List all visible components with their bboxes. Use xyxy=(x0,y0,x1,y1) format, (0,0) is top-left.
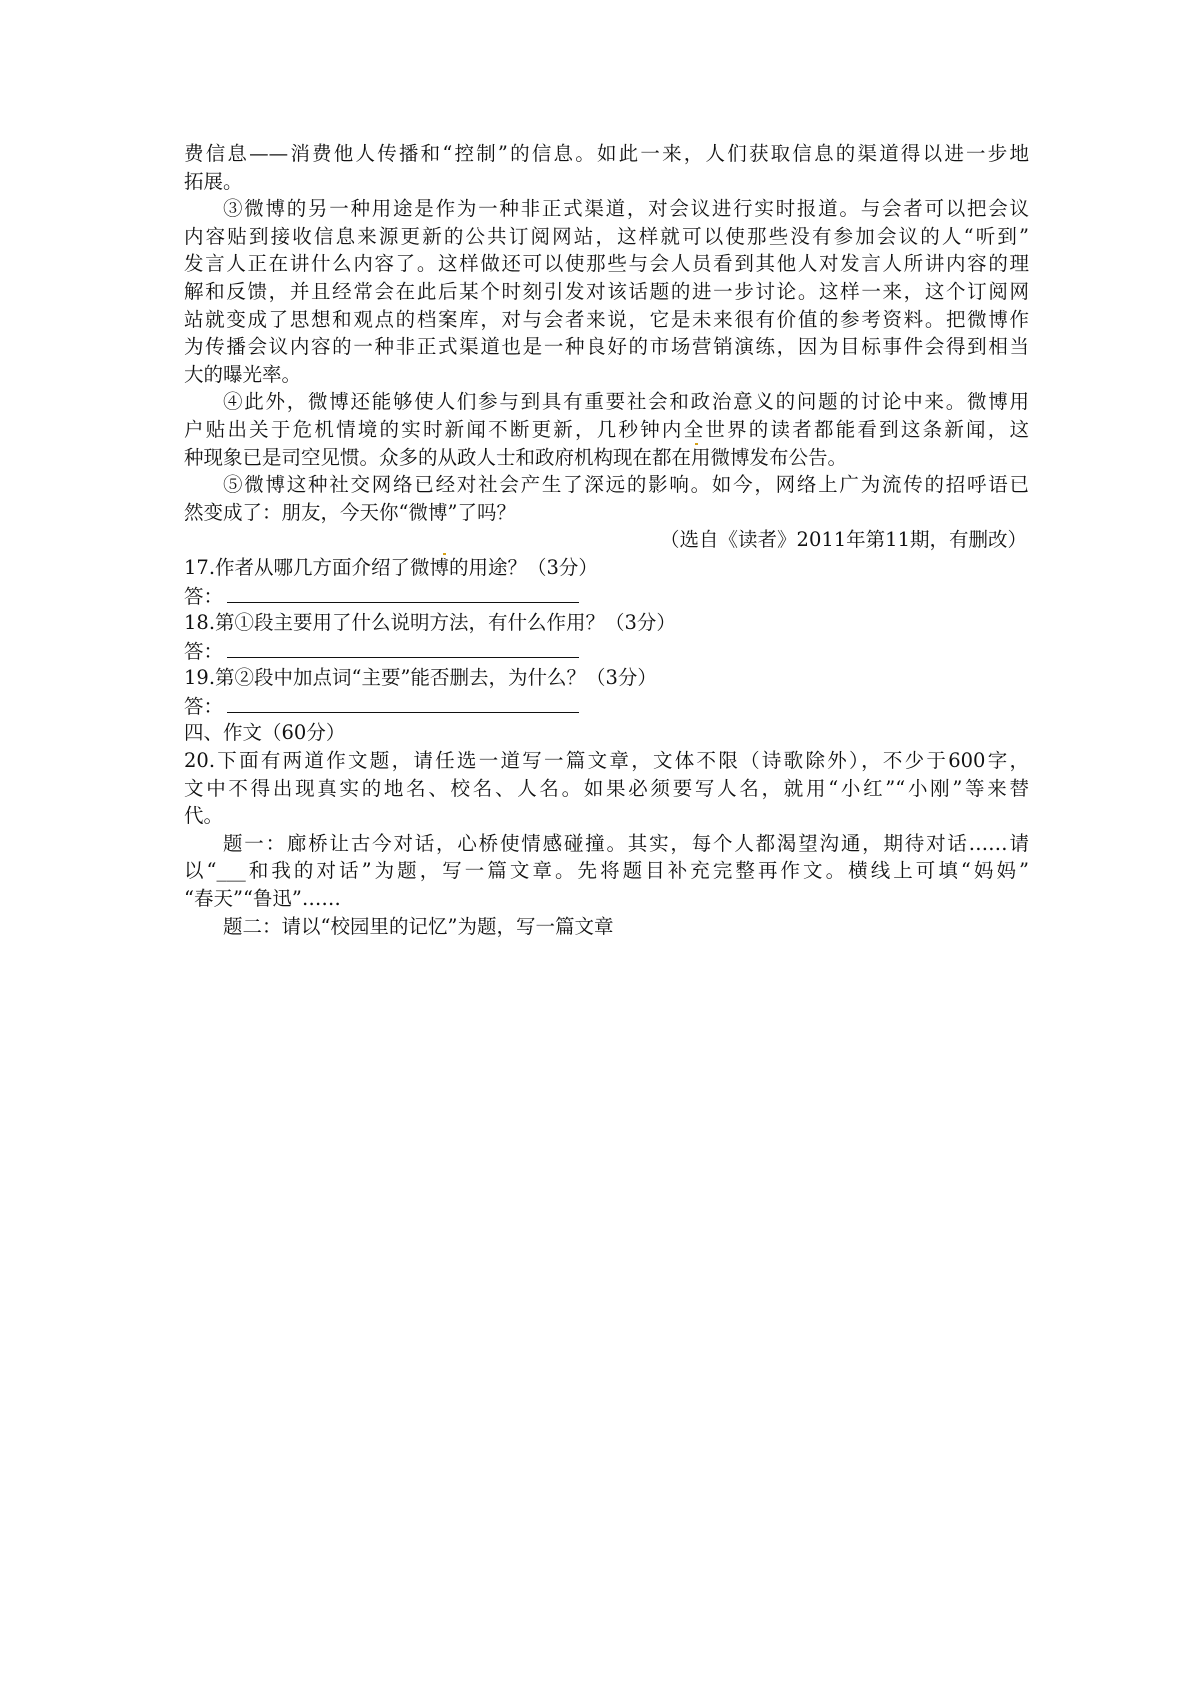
paragraph-4 xyxy=(184,388,1029,471)
text-line: 解和反馈，并且经常会在此后某个时刻引发对该话题的进一步讨论。这样一来，这个订阅网 xyxy=(184,279,1029,303)
question-18 xyxy=(184,609,1029,664)
essay-topic-2: 题二：请以“校园里的记忆”为题，写一篇文章 xyxy=(223,914,614,938)
question-text: 19.第②段中加点词“主要”能否删去，为什么？（3分） xyxy=(184,666,657,690)
text-line: 以“___和我的对话”为题，写一篇文章。先将题目补充完整再作文。横线上可填“妈妈” xyxy=(184,859,1029,883)
text-line: 内容贴到接收信息来源更新的公共订阅网站，这样就可以使那些没有参加会议的人“听到” xyxy=(184,224,1029,248)
answer-blank[interactable] xyxy=(227,582,579,603)
answer-blank[interactable] xyxy=(227,637,579,658)
answer-label: 答： xyxy=(184,694,224,718)
text-line: 代。 xyxy=(184,804,224,828)
text-line: 为传播会议内容的一种非正式渠道也是一种良好的市场营销演练，因为目标事件会得到相当 xyxy=(184,335,1029,359)
source-citation: （选自《读者》2011年第11期，有删改） xyxy=(660,528,1027,552)
answer-label: 答： xyxy=(184,584,224,608)
text-line: 拓展。 xyxy=(184,169,243,193)
text-line: ④此外，微博还能够使人们参与到具有重要社会和政治意义的问题的讨论中来。微博用 xyxy=(223,390,1029,414)
text-line: 发言人正在讲什么内容了。这样做还可以使那些与会人员看到其他人对发言人所讲内容的理 xyxy=(184,252,1029,276)
text-line: ③微博的另一种用途是作为一种非正式渠道，对会议进行实时报道。与会者可以把会议 xyxy=(223,197,1029,221)
answer-row xyxy=(184,637,1029,665)
text-line: 费信息——消费他人传播和“控制”的信息。如此一来，人们获取信息的渠道得以进一步地 xyxy=(184,142,1029,165)
text-line: 题一：廊桥让古今对话，心桥使情感碰撞。其实，每个人都渴望沟通，期待对话……请 xyxy=(223,831,1029,855)
text-line: “春天”“鲁迅”…… xyxy=(184,887,341,911)
text-line: 大的曝光率。 xyxy=(184,362,302,386)
stray-mark xyxy=(695,443,698,445)
text-line: 20.下面有两道作文题，请任选一道写一篇文章，文体不限（诗歌除外），不少于600字， xyxy=(184,749,1029,773)
section-heading: 四、作文（60分） xyxy=(184,721,346,745)
stray-mark xyxy=(443,553,446,555)
answer-row xyxy=(184,692,1029,720)
text-line: 然变成了：朋友，今天你“微博”了吗？ xyxy=(184,500,516,524)
paragraph-5 xyxy=(184,471,1029,526)
exam-page xyxy=(184,140,1029,940)
paragraph-3 xyxy=(184,195,1029,388)
text-line: 种现象已是司空见惯。众多的从政人士和政府机构现在都在用微博发布公告。 xyxy=(184,445,848,469)
text-line: ⑤微博这种社交网络已经对社会产生了深远的影响。如今，网络上广为流传的招呼语已 xyxy=(223,473,1029,497)
text-line: 站就变成了思想和观点的档案库，对与会者来说，它是未来很有价值的参考资料。把微博作 xyxy=(184,307,1029,331)
text-line: 文中不得出现真实的地名、校名、人名。如果必须要写人名，就用“小红”“小刚”等来替 xyxy=(184,776,1029,800)
answer-row xyxy=(184,582,1029,610)
answer-blank[interactable] xyxy=(227,692,579,713)
answer-label: 答： xyxy=(184,639,224,663)
question-17 xyxy=(184,554,1029,609)
question-19 xyxy=(184,664,1029,719)
paragraph-2-tail xyxy=(184,140,1029,195)
question-text: 17.作者从哪几方面介绍了微博的用途？（3分） xyxy=(184,555,598,579)
text-line: 户贴出关于危机情境的实时新闻不断更新，几秒钟内全世界的读者都能看到这条新闻，这 xyxy=(184,417,1029,441)
question-text: 18.第①段主要用了什么说明方法，有什么作用？（3分） xyxy=(184,611,676,635)
essay-topic-1 xyxy=(184,830,1029,913)
question-20 xyxy=(184,747,1029,830)
